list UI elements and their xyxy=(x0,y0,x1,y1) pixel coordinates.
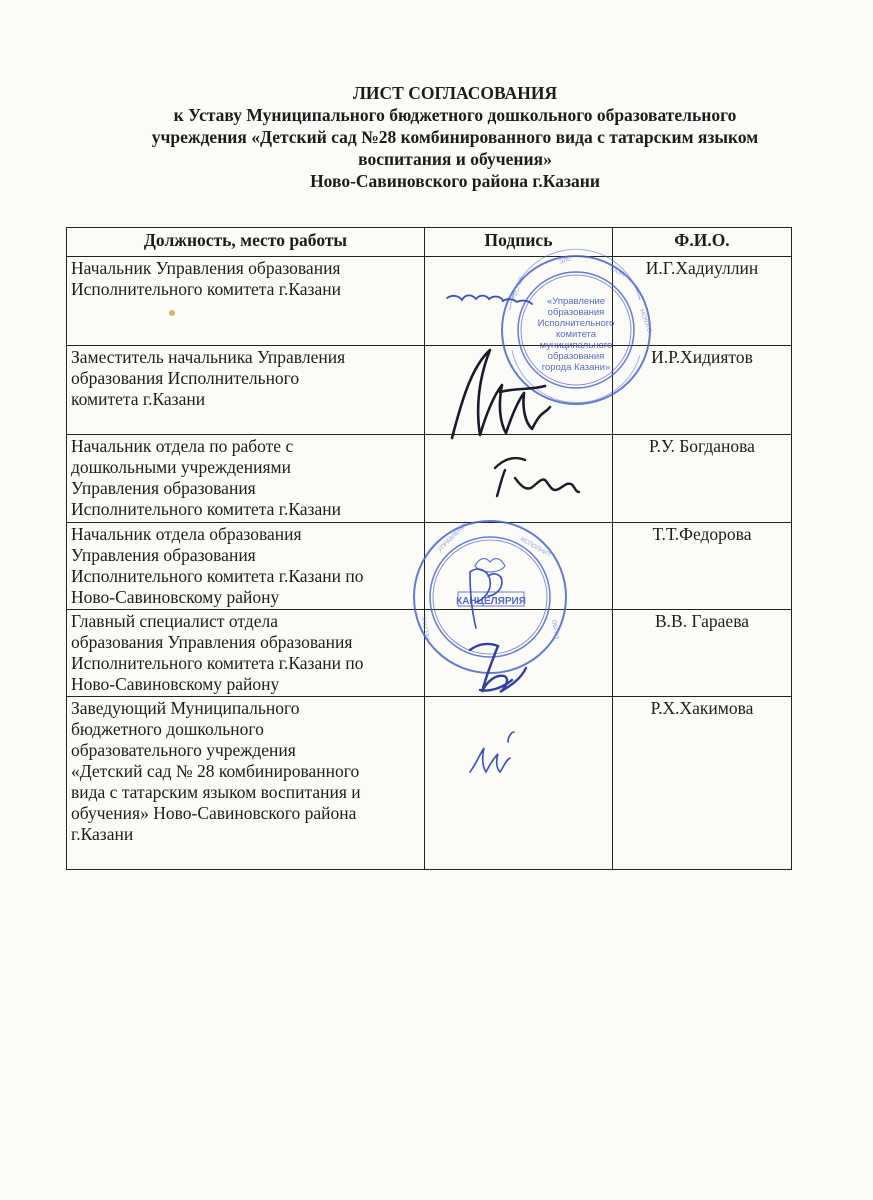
svg-text:РЕСПУБ: РЕСПУБ xyxy=(421,615,432,641)
signature-cell xyxy=(425,346,613,435)
header-position: Должность, место работы xyxy=(67,228,425,257)
stamp-1-line-2: образования xyxy=(547,307,605,318)
svg-text:НСКОГО: НСКОГО xyxy=(638,308,653,334)
svg-text:ИСПОЛНИТ: ИСПОЛНИТ xyxy=(519,536,552,559)
position-cell: Главный специалист отдела образования Управления образования Исполнительного комитета г.Казани по Ново-Савиновскому району xyxy=(67,610,425,697)
table-row xyxy=(67,435,792,523)
name-cell: Р.Х.Хакимова xyxy=(613,697,792,870)
table-row xyxy=(67,257,792,346)
position-cell: Заведующий Муниципального бюджетного дошкольного образовательного учреждения «Детский сад № 28 комбинированного вида с татарским языком воспитания и обучения» Ново-Савиновского района г.Казани xyxy=(67,697,425,870)
position-cell: Начальник отдела образования Управления образования Исполнительного комитета г.Казани по Ново-Савиновскому району xyxy=(67,523,425,610)
table-row xyxy=(67,346,792,435)
svg-text:ЭЛЕ: ЭЛЕ xyxy=(558,256,573,266)
stamp-2-label: КАНЦЕЛЯРИЯ xyxy=(456,596,526,607)
signature-cell xyxy=(425,610,613,697)
signature-cell xyxy=(425,520,613,610)
signature-cell xyxy=(425,697,613,870)
stamp-1-line-3: Исполнительного xyxy=(537,318,615,329)
header-name: Ф.И.О. xyxy=(613,228,792,257)
stamp-1-line-7: города Казани» xyxy=(541,362,611,373)
stamp-1-line-1: «Управление xyxy=(546,296,606,307)
heading-title: ЛИСТ СОГЛАСОВАНИЯ xyxy=(352,83,558,103)
heading-line-4: воспитания и обучения» xyxy=(358,149,552,169)
heading-line-3: учреждения «Детский сад №28 комбинированного вида с татарским языком xyxy=(151,127,759,147)
position-cell: Начальник Управления образования Исполнительного комитета г.Казани xyxy=(67,257,425,346)
svg-text:РЕСПУБ: РЕСПУБ xyxy=(511,275,526,301)
svg-text:КАЗА: КАЗА xyxy=(609,266,626,279)
heading-line-2: к Уставу Муниципального бюджетного дошкольного образовательного xyxy=(173,105,737,125)
header-signature: Подпись xyxy=(425,228,613,257)
stamp-1-line-4: комитета xyxy=(555,329,597,340)
position-cell: Заместитель начальника Управления образования Исполнительного комитета г.Казани xyxy=(67,346,425,435)
svg-text:ОБРАЗ: ОБРАЗ xyxy=(550,619,560,640)
table-row xyxy=(67,697,792,870)
table-header-row xyxy=(67,228,792,257)
heading-line-5: Ново-Савиновского района г.Казани xyxy=(310,171,600,191)
position-cell: Начальник отдела по работе с дошкольными учреждениями Управления образования Исполнительного комитета г.Казани xyxy=(67,435,425,523)
table-row xyxy=(67,610,792,697)
name-cell: Т.Т.Федорова xyxy=(613,523,792,610)
signature-cell xyxy=(425,257,613,346)
stamp-1-line-5: муниципального xyxy=(539,340,613,351)
stamp-1-line-6: образования xyxy=(547,351,605,362)
document-heading xyxy=(70,82,840,192)
name-cell: В.В. Гараева xyxy=(613,610,792,697)
approval-table xyxy=(66,227,792,870)
name-cell: Р.У. Богданова xyxy=(613,435,792,523)
svg-text:УПРАВЛЕНИЕ: УПРАВЛЕНИЕ xyxy=(437,520,470,554)
name-cell: И.Р.Хидиятов xyxy=(613,346,792,435)
table-row xyxy=(67,523,792,610)
name-cell: И.Г.Хадиуллин xyxy=(613,257,792,346)
signature-cell xyxy=(425,435,613,523)
